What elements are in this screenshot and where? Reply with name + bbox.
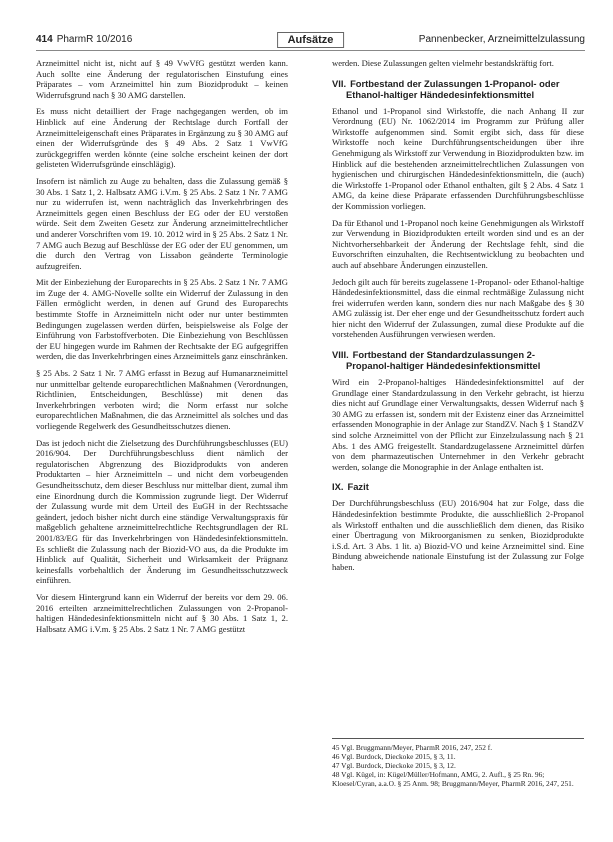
paragraph: § 25 Abs. 2 Satz 1 Nr. 7 AMG erfasst in Bezug auf Humanarzneimittel nur unmittelbar geltende europarechtlichen Maßnahmen (Verordnungen, Richtlinien, Entscheidungen, Beschlüsse) mit denen das Inverkehrbringen verboten wird; die Norm erfasst nur solche europarechtlichen Maßnahmen, die das Arzneimittel als solches und das vorliegende Regelwerk des Gesundheitsschutzes dienen. bbox=[36, 368, 288, 431]
footnotes bbox=[332, 738, 584, 788]
footnote: 45 Vgl. Bruggmann/Meyer, PharmR 2016, 247, 252 f. bbox=[332, 743, 493, 752]
journal-name: PharmR 10/2016 bbox=[56, 34, 133, 45]
paragraph: Arzneimittel nicht ist, nicht auf § 49 VwVfG gestützt werden kann. Auch sollte eine Änderung der regulatorischen Einstufung eines Präparates – vom Arzneimittel hin zum Biozidprodukt – keinen Widerrufsgrund nach § 30 AMG darstellen. bbox=[36, 58, 288, 100]
paragraph: Der Durchführungsbeschluss (EU) 2016/904 hat zur Folge, dass die Händedesinfektion bestimmte Produkte, die ausschließlich 2-Propanol als Wirkstoff enthalten und die ausschließlich dem dienen, das Risiko einer Übertragung von Mikroorganismen zu senken, Biozidprodukte i.S.d. Art. 3 Abs. 1 lit. a) Biozid-VO und keine Arzneimittel sind. Eine Bindung abweichende nationale Einstufung ist der Zulassung zur Folge haben. bbox=[332, 498, 584, 572]
section-title-cont: Propanol-haltiger Händedesinfektionsmittel bbox=[346, 360, 541, 372]
section-number: VIII. bbox=[332, 349, 349, 361]
page-header bbox=[36, 30, 585, 51]
paragraph: Wird ein 2-Propanol-haltiges Händedesinfektionsmittel auf der Grundlage einer Standardzulassung in den Verkehr gebracht, ist hierzu dies nicht auf Grundlage einer Verwaltungsakts, dessen Widerruf nach § 30 AMG zu erfassen ist, sondern mit der Existenz einer das Arzneimittel erfassenden Monographie in der Anlage zur StandZV. Nach § 1 StandZV sind solche Arzneimittel von der Pflicht zur Einzelzulassung nach § 21 Abs. 1 des AMG freigestellt. Standardzugelassene Arzneimittel dürfen von dem pharmazeutischen Unternehmer in den Verkehr gebracht werden, solange die Monographie in der Anlage enthalten ist. bbox=[332, 377, 584, 472]
section-heading-9 bbox=[332, 481, 584, 492]
section-tab: Aufsätze bbox=[277, 32, 345, 48]
paragraph: Jedoch gilt auch für bereits zugelassene 1-Propanol- oder Ethanol-haltige Händedesinfektionsmittel, dass die einmal rechtmäßige Zulassung nicht frei widerrufen werden kann, sondern dies nur nach Maßgabe des § 30 AMG zulässig ist. Der eher enge und der Gesundheitsschutz fordert auch hier nicht den Widerruf der Zulassungen, zumal diese Produkte auf die vorstehenden Ausführungen verwiesen werden. bbox=[332, 276, 584, 340]
page-number: 414 bbox=[36, 34, 53, 45]
paragraph: Da für Ethanol und 1-Propanol noch keine Genehmigungen als Wirkstoff zur Verwendung in Biozidprodukten erteilt worden sind und es an der Nichtvorhersehbarkeit der Änderung der Rechtslage fehlt, sind die Euvorschriften einzuhalten, die Rechtsentwicklung zu beobachten und auch auf absehbare Änderungen einzustellen. bbox=[332, 217, 584, 270]
left-column bbox=[36, 58, 288, 640]
section-heading-7 bbox=[332, 78, 584, 100]
section-number: IX. bbox=[332, 481, 344, 493]
section-title: Fazit bbox=[347, 481, 369, 493]
right-column bbox=[332, 58, 584, 579]
paragraph: Insofern ist nämlich zu Auge zu behalten, dass die Zulassung gemäß § 30 Abs. 1 Satz 1, 2. Halbsatz AMG i.V.m. § 25 Abs. 2 Satz 1 Nr. 7 AMG nur zu widerrufen ist, wenn nachträglich das Inverkehrbringen des Arzneimittels gegen einen Beschluss der EG oder der EU verstoßen würde. Seit dem Zweiten Gesetz zur Änderung arzneimittelrechtlicher und anderer Vorschriften vom 19. 10. 2012 wird in § 25 Abs. 2 Satz 1 Nr. 7 AMG auch Bezug auf Beschlüsse der EG oder der EU genommen, um die durch den Vertrag von Lissabon geänderte Terminologie aufzugreifen. bbox=[36, 175, 288, 271]
footnote: 46 Vgl. Burdock, Dieckoke 2015, § 3, 11. bbox=[332, 752, 456, 761]
section-heading-8 bbox=[332, 349, 584, 371]
paragraph: werden. Diese Zulassungen gelten vielmehr bestandskräftig fort. bbox=[332, 58, 554, 68]
section-number: VII. bbox=[332, 77, 347, 89]
paragraph: Ethanol und 1-Propanol sind Wirkstoffe, die nach Anhang II zur Verordnung (EU) Nr. 1062/2014 im Programm zur Prüfung aller Wirkstoffe aufgenommen sind. Somit ergibt sich, dass für diese Wirkstoffe noch keine Durchführungsentscheidungen über ihre Genehmigung als Wirkstoff zur Verwendung in Biozidprodukten bzw. im Hinblick auf die bestehenden arzneimittelrechtlichen Zulassungen von hygienischen und chirurgischen Händedesinfektionsmitteln, die (auch) die Wirkstoffe 1-Propanol oder Ethanol enthalten, gilt § 2 Abs. 4 Satz 1 AMG, da keine diese Präparate erfassenden Durchführungsbeschlüsse der Kommission vorliegen. bbox=[332, 105, 584, 211]
section-title: Fortbestand der Standardzulassungen 2- bbox=[352, 349, 535, 361]
footnote: 47 Vgl. Burdock, Dieckoke 2015, § 3, 12. bbox=[332, 761, 456, 770]
footnote: 48 Vgl. Kügel, in: Kügel/Müller/Hofmann, AMG, 2. Aufl., § 25 Rn. 96; Kloesel/Cyran, a.a.O. § 25 Anm. 98; Bruggmann/Meyer, PharmR 2016, 247, 251. bbox=[332, 770, 574, 788]
paragraph: Vor diesem Hintergrund kann ein Widerruf der bereits vor dem 29. 06. 2016 erteilten arzneimittelrechtlichen Zulassungen von 2-Propanol-haltigen Händedesinfektionsmitteln nicht auf § 30 Abs. 1 Satz 1, 2. Halbsatz AMG i.V.m. § 25 Abs. 2 Satz 1 Nr. 7 AMG gestützt bbox=[36, 591, 288, 634]
section-title: Fortbestand der Zulassungen 1-Propanol- oder bbox=[350, 77, 560, 89]
header-left bbox=[36, 34, 132, 45]
paragraph: Es muss nicht detailliert der Frage nachgegangen werden, ob im Hinblick auf eine Änderung der Rechtslage durch Fortfall der Arzneimitteleigenschaft eines Präparates in Ergänzung zu § 30 AMG auf einen der Widerrufsgründe des § 49 Abs. 2 Satz 1 VwVfG zurückgegriffen werden könnte (eine solche erscheint keinen der dort gelisteten Widerrufsgründe einschlägig). bbox=[36, 106, 288, 170]
article-author-title: Pannenbecker, Arzneimittelzulassung bbox=[418, 34, 585, 45]
section-title-cont: Ethanol-haltiger Händedesinfektionsmittel bbox=[346, 88, 535, 100]
paragraph: Mit der Einbeziehung der Europarechts in § 25 Abs. 2 Satz 1 Nr. 7 AMG im Zuge der 4. AMG-Novelle sollte ein Widerruf der Zulassung in den Fällen ermöglicht werden, in denen auf Grund des Europarechts bestimmte Stoffe in Arzneimitteln nicht oder nur unter bestimmten Bedingungen zugelassen werden dürfen, beispielsweise als Folge der Einführung von Farbstoffverboten. Die Einbeziehung von Beschlüssen der EU hingegen wurde im Rahmen der Rechtsakte der EG aufgegriffen werden, die das Inverkehrbringen eines Arzneimittels ganz einschränken. bbox=[36, 277, 288, 362]
paragraph: Das ist jedoch nicht die Zielsetzung des Durchführungsbeschlusses (EU) 2016/904. Der Durchführungsbeschluss dient nämlich der regulatorischen Abgrenzung des Biozidprodukts von anderen Produktarten – hier Arzneimitteln – und nicht dem vorbeugenden Gesundheitsschutz, dem dieser Beschluss nur mittelbar dient, zumal ihm eine Einordnung durch die Kommission zugrunde liegt. Der Widerruf der Zulassung wurde mit dem Urteil des EuGH in der Rechtssache geändert, jedoch bisher nicht durch eine ständige Verwaltungspraxis für maßgeblich gehaltene arzneimittelrechtliche Rechtsgrundlagen der RL 2001/83/EG für das Inverkehrbringen von Händedesinfektionsmitteln. Es schließt die Zulassung nach der Biozid-VO aus, da die Produkte im Hinblick auf Qualität, Sicherheit und Wirksamkeit der Prägnanz keinesfalls vorbehaltlich der Änderung im Gesundheitsschutzzweck einführen. bbox=[36, 437, 288, 586]
